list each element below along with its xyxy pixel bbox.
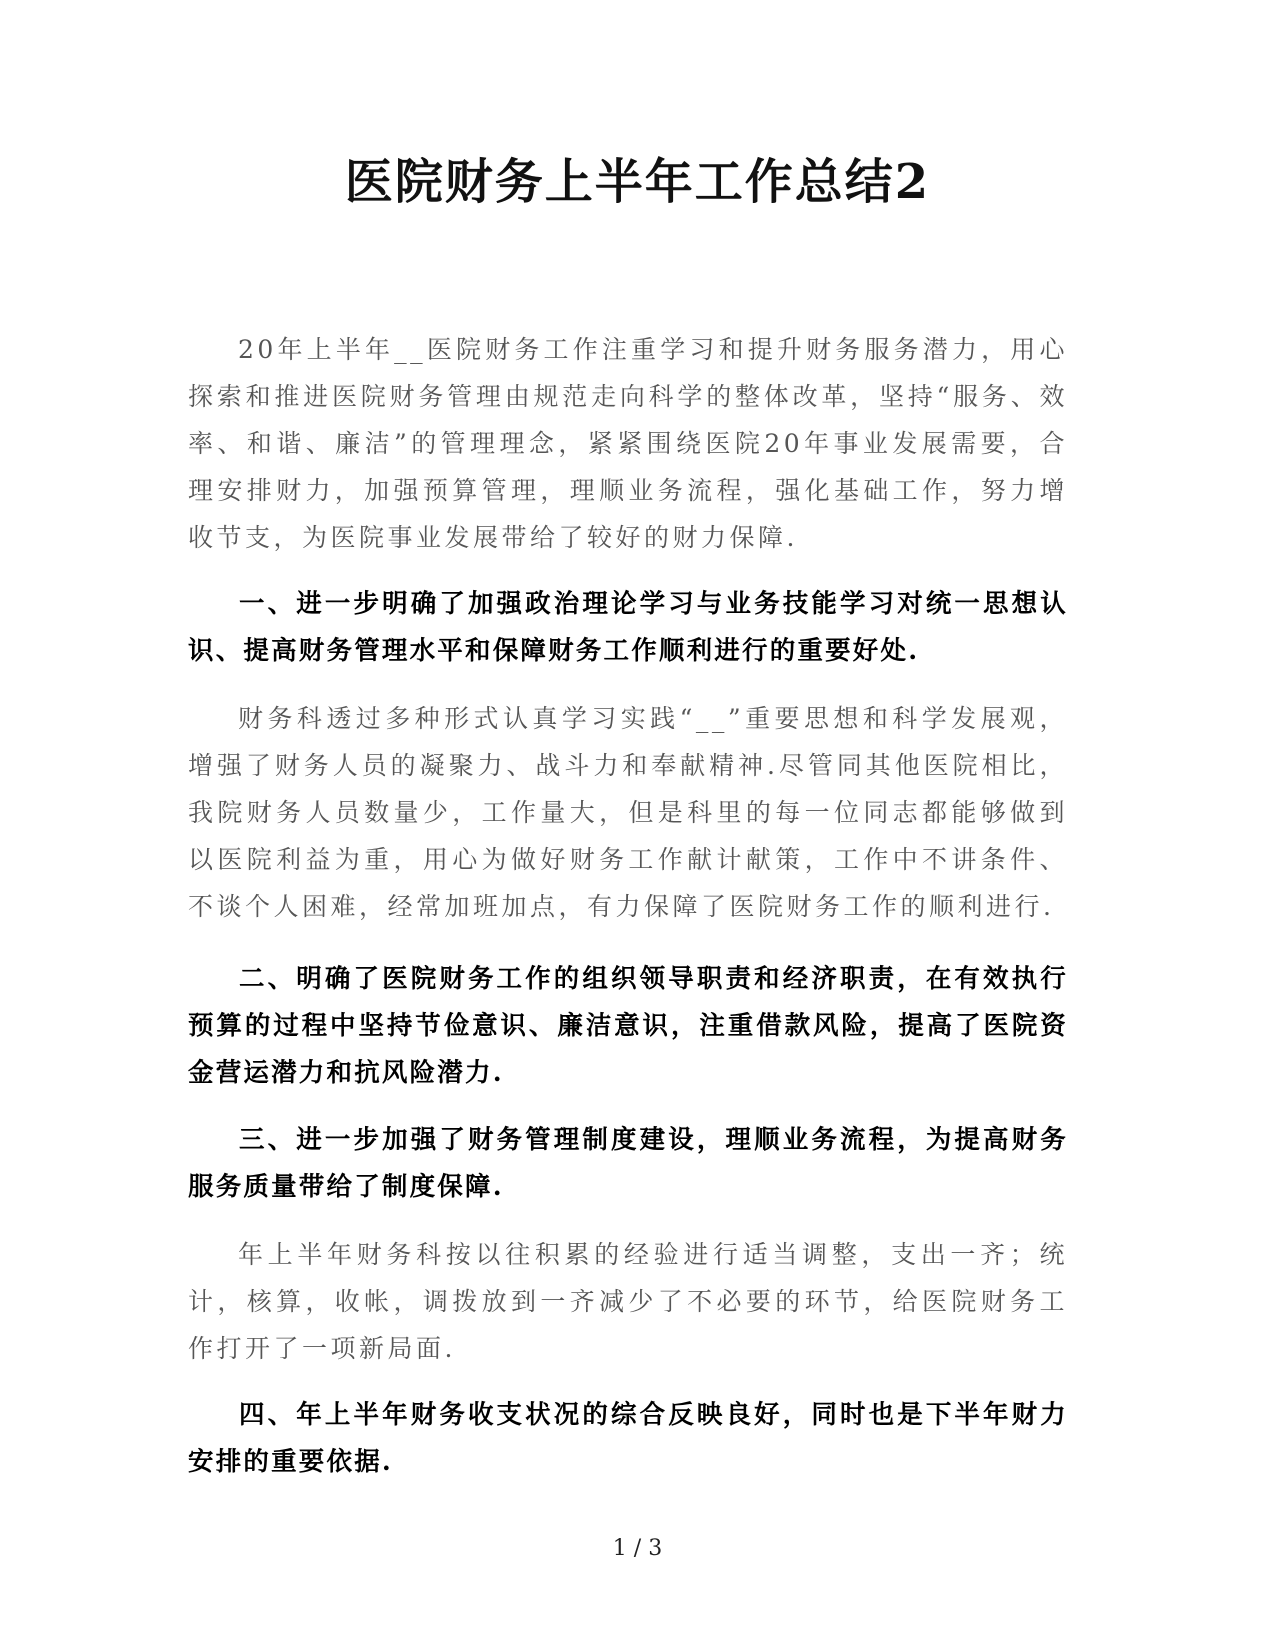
section-heading-3: 三、进一步加强了财务管理制度建设，理顺业务流程，为提高财务服务质量带给了制度保障. xyxy=(188,1125,1068,1202)
page-number: 1 / 3 xyxy=(612,1536,663,1561)
section-heading-4: 四、年上半年财务收支状况的综合反映良好，同时也是下半年财力安排的重要依据. xyxy=(188,1400,1068,1477)
document-title: 医院财务上半年工作总结2 xyxy=(344,154,931,210)
body-paragraph-1: 财务科透过多种形式认真学习实践“__”重要思想和科学发展观，增强了财务人员的凝聚力、战斗力和奉献精神.尽管同其他医院相比，我院财务人员数量少，工作量大，但是科里的每一位同志都能够做到以医院利益为重，用心为做好财务工作献计献策，工作中不讲条件、不谈个人困难，经常加班加点，有力保障了医院财务工作的顺利进行. xyxy=(188,704,1068,921)
document-body xyxy=(188,326,1068,1486)
section-heading-2: 二、明确了医院财务工作的组织领导职责和经济职责，在有效执行预算的过程中坚持节俭意识、廉洁意识，注重借款风险，提高了医院资金营运潜力和抗风险潜力. xyxy=(188,964,1068,1088)
section-heading-1: 一、进一步明确了加强政治理论学习与业务技能学习对统一思想认识、提高财务管理水平和保障财务工作顺利进行的重要好处. xyxy=(188,589,1068,666)
body-paragraph-intro: 20年上半年__医院财务工作注重学习和提升财务服务潜力，用心探索和推进医院财务管理由规范走向科学的整体改革，坚持“服务、效率、和谐、廉洁”的管理理念，紧紧围绕医院20年事业发展需要，合理安排财力，加强预算管理，理顺业务流程，强化基础工作，努力增收节支，为医院事业发展带给了较好的财力保障. xyxy=(188,335,1068,552)
body-paragraph-3: 年上半年财务科按以往积累的经验进行适当调整，支出一齐；统计，核算，收帐，调拨放到一齐减少了不必要的环节，给医院财务工作打开了一项新局面. xyxy=(188,1240,1068,1363)
